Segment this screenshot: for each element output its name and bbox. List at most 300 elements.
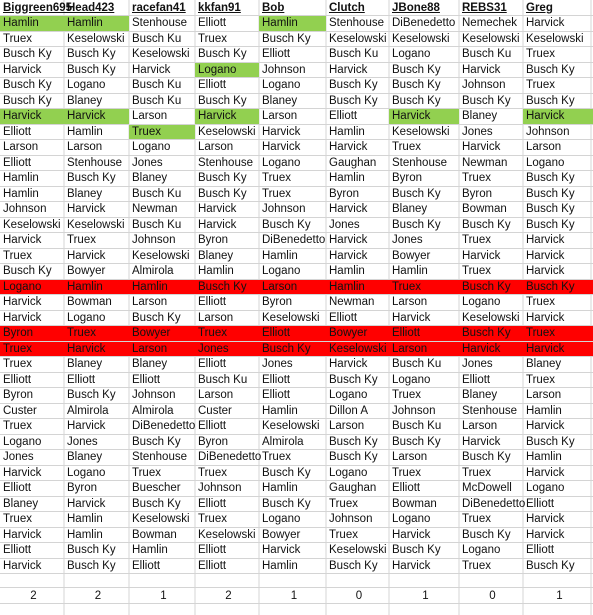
pick-cell[interactable]: Busch Ky — [523, 558, 593, 574]
pick-cell[interactable]: Hamlin — [326, 124, 389, 140]
pick-cell[interactable]: Truex — [389, 140, 459, 156]
pick-cell[interactable]: Johnson — [326, 512, 389, 528]
pick-cell[interactable]: Johnson — [0, 202, 64, 218]
pick-cell[interactable]: Busch Ky — [389, 78, 459, 94]
pick-cell[interactable]: Harvick — [259, 124, 326, 140]
pick-cell[interactable]: Truex — [195, 31, 259, 47]
pick-cell[interactable]: Keselowski — [259, 310, 326, 326]
pick-cell[interactable]: Blaney — [389, 202, 459, 218]
pick-cell[interactable]: Jones — [0, 450, 64, 466]
pick-cell[interactable]: Keselowski — [64, 217, 129, 233]
pick-cell[interactable]: Logano — [259, 512, 326, 528]
pick-cell[interactable]: Harvick — [523, 512, 593, 528]
pick-cell[interactable]: Busch Ky — [459, 527, 523, 543]
pick-cell[interactable]: Elliott — [195, 16, 259, 32]
pick-cell[interactable]: Elliott — [129, 372, 195, 388]
pick-cell[interactable]: Elliott — [195, 496, 259, 512]
pick-cell[interactable]: Busch Ku — [129, 78, 195, 94]
pick-cell[interactable]: Harvick — [0, 62, 64, 78]
pick-cell[interactable]: Bowyer — [326, 326, 389, 342]
pick-cell[interactable]: Truex — [326, 527, 389, 543]
pick-cell[interactable]: Busch Ky — [523, 202, 593, 218]
pick-cell[interactable]: Stenhouse — [326, 16, 389, 32]
pick-cell[interactable]: Truex — [129, 124, 195, 140]
pick-cell[interactable]: Harvick — [459, 434, 523, 450]
pick-cell[interactable]: Blaney — [195, 248, 259, 264]
pick-cell[interactable]: Blaney — [523, 357, 593, 373]
pick-cell[interactable]: Keselowski — [129, 512, 195, 528]
pick-cell[interactable]: Truex — [0, 419, 64, 435]
pick-cell[interactable]: Busch Ky — [259, 341, 326, 357]
pick-cell[interactable]: Truex — [0, 357, 64, 373]
pick-cell[interactable]: Truex — [523, 78, 593, 94]
pick-cell[interactable]: Truex — [459, 264, 523, 280]
column-header[interactable]: Clutch — [326, 0, 389, 16]
pick-cell[interactable]: Busch Ky — [459, 450, 523, 466]
pick-cell[interactable]: Busch Ky — [64, 62, 129, 78]
total-cell[interactable]: 2 — [0, 588, 64, 604]
pick-cell[interactable]: Bowyer — [389, 248, 459, 264]
pick-cell[interactable]: Elliott — [389, 481, 459, 497]
pick-cell[interactable]: Logano — [0, 279, 64, 295]
pick-cell[interactable]: Harvick — [0, 558, 64, 574]
pick-cell[interactable]: Hamlin — [326, 264, 389, 280]
pick-cell[interactable]: Harvick — [0, 233, 64, 249]
pick-cell[interactable]: Truex — [259, 450, 326, 466]
pick-cell[interactable]: Keselowski — [326, 341, 389, 357]
pick-cell[interactable]: Truex — [64, 233, 129, 249]
pick-cell[interactable]: Elliott — [259, 372, 326, 388]
column-header[interactable]: racefan41 — [129, 0, 195, 16]
pick-cell[interactable]: Byron — [195, 434, 259, 450]
pick-cell[interactable]: Hamlin — [64, 16, 129, 32]
pick-cell[interactable]: Harvick — [0, 109, 64, 125]
pick-cell[interactable]: Harvick — [523, 527, 593, 543]
pick-cell[interactable]: Logano — [523, 155, 593, 171]
pick-cell[interactable]: Truex — [523, 295, 593, 311]
pick-cell[interactable]: Newman — [459, 155, 523, 171]
pick-cell[interactable]: Busch Ky — [389, 186, 459, 202]
pick-cell[interactable]: Keselowski — [389, 124, 459, 140]
pick-cell[interactable]: Johnson — [129, 233, 195, 249]
pick-cell[interactable]: Elliott — [64, 372, 129, 388]
pick-cell[interactable]: Elliott — [326, 310, 389, 326]
pick-cell[interactable]: Harvick — [64, 202, 129, 218]
pick-cell[interactable]: Larson — [195, 310, 259, 326]
pick-cell[interactable]: Busch Ky — [195, 171, 259, 187]
pick-cell[interactable]: Larson — [326, 419, 389, 435]
pick-cell[interactable]: Hamlin — [326, 171, 389, 187]
pick-cell[interactable]: Larson — [195, 388, 259, 404]
pick-cell[interactable]: Truex — [195, 326, 259, 342]
empty-cell[interactable] — [389, 574, 459, 588]
pick-cell[interactable]: Byron — [259, 295, 326, 311]
pick-cell[interactable]: Busch Ku — [326, 47, 389, 63]
pick-cell[interactable]: Byron — [459, 186, 523, 202]
pick-cell[interactable]: Truex — [389, 388, 459, 404]
pick-cell[interactable]: Keselowski — [523, 31, 593, 47]
pick-cell[interactable]: Busch Ku — [129, 31, 195, 47]
pick-cell[interactable]: Busch Ku — [129, 217, 195, 233]
pick-cell[interactable]: Keselowski — [459, 31, 523, 47]
total-cell[interactable]: 2 — [64, 588, 129, 604]
pick-cell[interactable]: Busch Ky — [523, 62, 593, 78]
pick-cell[interactable]: Logano — [389, 512, 459, 528]
pick-cell[interactable]: Elliott — [195, 295, 259, 311]
pick-cell[interactable]: Johnson — [259, 62, 326, 78]
pick-cell[interactable]: Bowyer — [129, 326, 195, 342]
pick-cell[interactable]: Bowman — [459, 202, 523, 218]
pick-cell[interactable]: Blaney — [0, 496, 64, 512]
pick-cell[interactable]: Stenhouse — [64, 155, 129, 171]
pick-cell[interactable]: Harvick — [195, 109, 259, 125]
pick-cell[interactable]: Elliott — [523, 496, 593, 512]
pick-cell[interactable]: Bowyer — [64, 264, 129, 280]
pick-cell[interactable]: Hamlin — [195, 264, 259, 280]
pick-cell[interactable]: Stenhouse — [129, 16, 195, 32]
pick-cell[interactable]: Blaney — [459, 388, 523, 404]
pick-cell[interactable]: Larson — [64, 140, 129, 156]
pick-cell[interactable]: Hamlin — [523, 450, 593, 466]
pick-cell[interactable]: Keselowski — [259, 419, 326, 435]
pick-cell[interactable]: Harvick — [523, 233, 593, 249]
pick-cell[interactable]: Harvick — [389, 527, 459, 543]
pick-cell[interactable]: Harvick — [0, 527, 64, 543]
pick-cell[interactable]: Busch Ky — [129, 310, 195, 326]
empty-cell[interactable] — [129, 574, 195, 588]
pick-cell[interactable]: Blaney — [129, 357, 195, 373]
pick-cell[interactable]: Elliott — [259, 47, 326, 63]
pick-cell[interactable]: Elliott — [195, 78, 259, 94]
pick-cell[interactable]: Byron — [195, 233, 259, 249]
pick-cell[interactable]: Busch Ky — [195, 186, 259, 202]
pick-cell[interactable]: Custer — [195, 403, 259, 419]
pick-cell[interactable]: Busch Ky — [523, 279, 593, 295]
total-cell[interactable]: 2 — [195, 588, 259, 604]
pick-cell[interactable]: Truex — [129, 465, 195, 481]
pick-cell[interactable]: Harvick — [0, 465, 64, 481]
pick-cell[interactable]: Larson — [389, 450, 459, 466]
pick-cell[interactable]: Busch Ky — [459, 93, 523, 109]
pick-cell[interactable]: Harvick — [459, 248, 523, 264]
pick-cell[interactable]: Harvick — [64, 341, 129, 357]
pick-cell[interactable]: Busch Ky — [389, 434, 459, 450]
pick-cell[interactable]: Busch Ku — [459, 47, 523, 63]
pick-cell[interactable]: Hamlin — [326, 279, 389, 295]
column-header[interactable]: Greg — [523, 0, 593, 16]
pick-cell[interactable]: Busch Ky — [459, 279, 523, 295]
pick-cell[interactable]: Truex — [0, 248, 64, 264]
pick-cell[interactable]: Keselowski — [326, 543, 389, 559]
pick-cell[interactable]: Stenhouse — [129, 450, 195, 466]
pick-cell[interactable]: Hamlin — [259, 481, 326, 497]
column-header[interactable]: Biggreen695 — [0, 0, 64, 16]
pick-cell[interactable]: Harvick — [129, 62, 195, 78]
pick-cell[interactable]: Busch Ky — [0, 78, 64, 94]
pick-cell[interactable]: Elliott — [259, 388, 326, 404]
pick-cell[interactable]: Busch Ky — [389, 543, 459, 559]
pick-cell[interactable]: Hamlin — [259, 403, 326, 419]
pick-cell[interactable]: Harvick — [523, 419, 593, 435]
pick-cell[interactable]: Logano — [326, 465, 389, 481]
pick-cell[interactable]: Harvick — [326, 248, 389, 264]
pick-cell[interactable]: Elliott — [129, 558, 195, 574]
pick-cell[interactable]: Blaney — [459, 109, 523, 125]
pick-cell[interactable]: Bowyer — [259, 527, 326, 543]
column-header[interactable]: Head423 — [64, 0, 129, 16]
pick-cell[interactable]: Logano — [129, 140, 195, 156]
pick-cell[interactable]: Harvick — [64, 109, 129, 125]
pick-cell[interactable]: Johnson — [129, 388, 195, 404]
pick-cell[interactable]: Busch Ku — [129, 186, 195, 202]
pick-cell[interactable]: Jones — [259, 357, 326, 373]
pick-cell[interactable]: Gaughan — [326, 155, 389, 171]
empty-cell[interactable] — [259, 574, 326, 588]
pick-cell[interactable]: Hamlin — [0, 186, 64, 202]
pick-cell[interactable]: Logano — [389, 372, 459, 388]
pick-cell[interactable]: Busch Ky — [326, 558, 389, 574]
pick-cell[interactable]: Hamlin — [259, 16, 326, 32]
pick-cell[interactable]: Busch Ky — [523, 186, 593, 202]
pick-cell[interactable]: Truex — [389, 279, 459, 295]
pick-cell[interactable]: Harvick — [0, 310, 64, 326]
pick-cell[interactable]: Elliott — [195, 357, 259, 373]
pick-cell[interactable]: Logano — [195, 62, 259, 78]
pick-cell[interactable]: Busch Ku — [389, 419, 459, 435]
pick-cell[interactable]: Busch Ky — [459, 326, 523, 342]
pick-cell[interactable]: Busch Ku — [195, 372, 259, 388]
pick-cell[interactable]: Blaney — [259, 93, 326, 109]
pick-cell[interactable]: Truex — [195, 512, 259, 528]
pick-cell[interactable]: Jones — [64, 434, 129, 450]
pick-cell[interactable]: Harvick — [326, 62, 389, 78]
pick-cell[interactable]: Busch Ky — [389, 93, 459, 109]
pick-cell[interactable]: Busch Ku — [389, 357, 459, 373]
pick-cell[interactable]: Harvick — [326, 140, 389, 156]
pick-cell[interactable]: Truex — [326, 496, 389, 512]
pick-cell[interactable]: Logano — [459, 295, 523, 311]
pick-cell[interactable]: Stenhouse — [195, 155, 259, 171]
pick-cell[interactable]: Hamlin — [259, 248, 326, 264]
pick-cell[interactable]: Busch Ky — [259, 217, 326, 233]
pick-cell[interactable]: Busch Ky — [389, 217, 459, 233]
pick-cell[interactable]: Larson — [129, 295, 195, 311]
pick-cell[interactable]: McDowell — [459, 481, 523, 497]
pick-cell[interactable]: Truex — [195, 465, 259, 481]
pick-cell[interactable]: Busch Ky — [64, 47, 129, 63]
pick-cell[interactable]: Harvick — [64, 248, 129, 264]
pick-cell[interactable]: Busch Ky — [326, 450, 389, 466]
pick-cell[interactable]: Busch Ky — [0, 47, 64, 63]
pick-cell[interactable]: Elliott — [0, 372, 64, 388]
pick-cell[interactable]: Jones — [326, 217, 389, 233]
pick-cell[interactable]: Keselowski — [326, 31, 389, 47]
pick-cell[interactable]: Elliott — [195, 543, 259, 559]
pick-cell[interactable]: Elliott — [0, 543, 64, 559]
total-cell[interactable]: 0 — [459, 588, 523, 604]
pick-cell[interactable]: Busch Ky — [259, 465, 326, 481]
pick-cell[interactable]: Newman — [326, 295, 389, 311]
pick-cell[interactable]: Hamlin — [64, 279, 129, 295]
pick-cell[interactable]: Larson — [459, 419, 523, 435]
pick-cell[interactable]: Elliott — [195, 558, 259, 574]
pick-cell[interactable]: Harvick — [389, 558, 459, 574]
pick-cell[interactable]: Harvick — [64, 419, 129, 435]
pick-cell[interactable]: Larson — [523, 140, 593, 156]
pick-cell[interactable]: Busch Ky — [326, 93, 389, 109]
pick-cell[interactable]: Stenhouse — [389, 155, 459, 171]
pick-cell[interactable]: Busch Ky — [326, 78, 389, 94]
pick-cell[interactable]: Custer — [0, 403, 64, 419]
empty-cell[interactable] — [523, 574, 593, 588]
total-cell[interactable]: 1 — [523, 588, 593, 604]
pick-cell[interactable]: Jones — [459, 124, 523, 140]
pick-cell[interactable]: Johnson — [259, 202, 326, 218]
column-header[interactable]: REBS31 — [459, 0, 523, 16]
pick-cell[interactable]: Truex — [459, 558, 523, 574]
pick-cell[interactable]: Harvick — [459, 341, 523, 357]
pick-cell[interactable]: Larson — [129, 341, 195, 357]
pick-cell[interactable]: Harvick — [523, 16, 593, 32]
pick-cell[interactable]: Truex — [259, 186, 326, 202]
pick-cell[interactable]: DiBenedetto — [259, 233, 326, 249]
pick-cell[interactable]: Truex — [523, 326, 593, 342]
pick-cell[interactable]: Logano — [64, 310, 129, 326]
pick-cell[interactable]: Harvick — [523, 109, 593, 125]
total-cell[interactable]: 1 — [389, 588, 459, 604]
empty-cell[interactable] — [326, 574, 389, 588]
pick-cell[interactable]: Logano — [259, 78, 326, 94]
pick-cell[interactable]: Busch Ky — [129, 496, 195, 512]
pick-cell[interactable]: DiBenedetto — [195, 450, 259, 466]
pick-cell[interactable]: Byron — [326, 186, 389, 202]
pick-cell[interactable]: Elliott — [0, 155, 64, 171]
pick-cell[interactable]: Keselowski — [0, 217, 64, 233]
pick-cell[interactable]: Truex — [0, 31, 64, 47]
pick-cell[interactable]: Hamlin — [64, 512, 129, 528]
pick-cell[interactable]: Truex — [523, 372, 593, 388]
pick-cell[interactable]: Johnson — [389, 403, 459, 419]
pick-cell[interactable]: Busch Ky — [195, 279, 259, 295]
pick-cell[interactable]: Elliott — [326, 109, 389, 125]
pick-cell[interactable]: Logano — [389, 47, 459, 63]
pick-cell[interactable]: Logano — [523, 481, 593, 497]
pick-cell[interactable]: Stenhouse — [459, 403, 523, 419]
column-header[interactable]: kkfan91 — [195, 0, 259, 16]
pick-cell[interactable]: Busch Ky — [259, 496, 326, 512]
pick-cell[interactable]: Byron — [0, 388, 64, 404]
pick-cell[interactable]: Jones — [195, 341, 259, 357]
pick-cell[interactable]: Byron — [0, 326, 64, 342]
pick-cell[interactable]: Larson — [523, 388, 593, 404]
pick-cell[interactable]: Busch Ky — [64, 388, 129, 404]
pick-cell[interactable]: Elliott — [459, 372, 523, 388]
pick-cell[interactable]: Harvick — [0, 295, 64, 311]
pick-cell[interactable]: Elliott — [259, 326, 326, 342]
pick-cell[interactable]: DiBenedetto — [129, 419, 195, 435]
pick-cell[interactable]: Busch Ky — [326, 434, 389, 450]
pick-cell[interactable]: Elliott — [0, 124, 64, 140]
pick-cell[interactable]: Logano — [64, 78, 129, 94]
pick-cell[interactable]: Truex — [64, 326, 129, 342]
pick-cell[interactable]: Hamlin — [129, 543, 195, 559]
empty-cell[interactable] — [195, 574, 259, 588]
empty-cell[interactable] — [459, 574, 523, 588]
pick-cell[interactable]: Logano — [459, 543, 523, 559]
pick-cell[interactable]: Keselowski — [195, 527, 259, 543]
pick-cell[interactable]: Logano — [0, 434, 64, 450]
pick-cell[interactable]: Hamlin — [129, 279, 195, 295]
pick-cell[interactable]: Hamlin — [0, 171, 64, 187]
pick-cell[interactable]: Bowman — [129, 527, 195, 543]
pick-cell[interactable]: Keselowski — [459, 310, 523, 326]
pick-cell[interactable]: Blaney — [129, 171, 195, 187]
pick-cell[interactable]: Harvick — [523, 310, 593, 326]
pick-cell[interactable]: Busch Ky — [64, 171, 129, 187]
pick-cell[interactable]: Harvick — [523, 248, 593, 264]
pick-cell[interactable]: Larson — [259, 109, 326, 125]
pick-cell[interactable]: Almirola — [64, 403, 129, 419]
pick-cell[interactable]: Busch Ky — [259, 31, 326, 47]
pick-cell[interactable]: Busch Ku — [129, 93, 195, 109]
pick-cell[interactable]: Hamlin — [0, 16, 64, 32]
pick-cell[interactable]: Harvick — [326, 357, 389, 373]
pick-cell[interactable]: Johnson — [195, 481, 259, 497]
pick-cell[interactable]: Hamlin — [523, 403, 593, 419]
pick-cell[interactable]: Buescher — [129, 481, 195, 497]
pick-cell[interactable]: Almirola — [129, 403, 195, 419]
pick-cell[interactable]: Jones — [389, 233, 459, 249]
pick-cell[interactable]: Harvick — [459, 62, 523, 78]
pick-cell[interactable]: Almirola — [129, 264, 195, 280]
pick-cell[interactable]: Larson — [389, 341, 459, 357]
pick-cell[interactable]: Harvick — [195, 217, 259, 233]
pick-cell[interactable]: Hamlin — [64, 527, 129, 543]
pick-cell[interactable]: Bowman — [389, 496, 459, 512]
pick-cell[interactable]: Truex — [523, 47, 593, 63]
pick-cell[interactable]: Harvick — [259, 543, 326, 559]
pick-cell[interactable]: Truex — [259, 171, 326, 187]
pick-cell[interactable]: Almirola — [259, 434, 326, 450]
pick-cell[interactable]: Larson — [195, 140, 259, 156]
pick-cell[interactable]: Blaney — [64, 450, 129, 466]
pick-cell[interactable]: Harvick — [523, 264, 593, 280]
pick-cell[interactable]: Jones — [459, 357, 523, 373]
pick-cell[interactable]: Elliott — [195, 419, 259, 435]
pick-cell[interactable]: Busch Ky — [389, 62, 459, 78]
pick-cell[interactable]: Truex — [459, 512, 523, 528]
pick-cell[interactable]: Busch Ky — [195, 93, 259, 109]
pick-cell[interactable]: Busch Ky — [523, 434, 593, 450]
pick-cell[interactable]: Harvick — [326, 233, 389, 249]
pick-cell[interactable]: Nemechek — [459, 16, 523, 32]
pick-cell[interactable]: Logano — [326, 388, 389, 404]
empty-cell[interactable] — [0, 574, 64, 588]
pick-cell[interactable]: Logano — [64, 465, 129, 481]
pick-cell[interactable]: Harvick — [195, 202, 259, 218]
pick-cell[interactable]: Harvick — [523, 341, 593, 357]
pick-cell[interactable]: Larson — [0, 140, 64, 156]
pick-cell[interactable]: Busch Ky — [195, 47, 259, 63]
pick-cell[interactable]: Busch Ky — [523, 171, 593, 187]
pick-cell[interactable]: Truex — [0, 512, 64, 528]
empty-cell[interactable] — [64, 574, 129, 588]
pick-cell[interactable]: Busch Ky — [0, 264, 64, 280]
pick-cell[interactable]: Jones — [129, 155, 195, 171]
pick-cell[interactable]: Busch Ky — [326, 372, 389, 388]
pick-cell[interactable]: Busch Ky — [523, 93, 593, 109]
pick-cell[interactable]: Hamlin — [259, 558, 326, 574]
